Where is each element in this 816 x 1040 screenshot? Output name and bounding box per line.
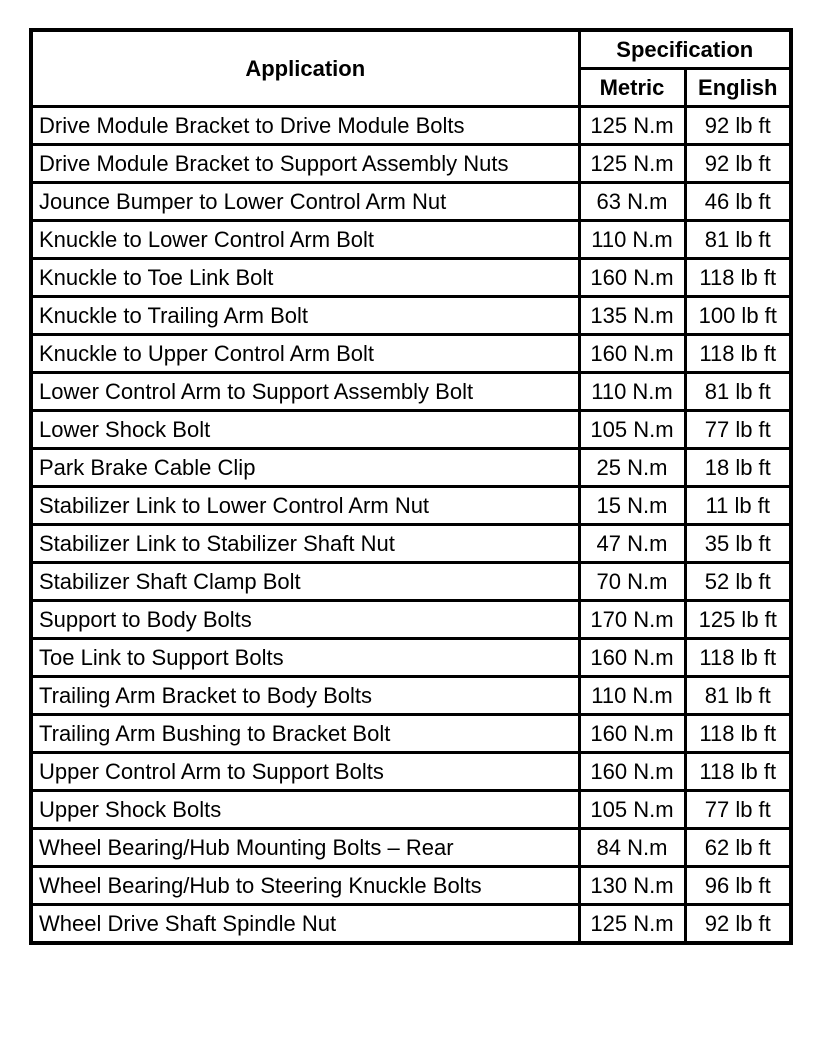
metric-cell: 63 N.m (579, 183, 685, 221)
metric-cell: 105 N.m (579, 411, 685, 449)
table-row (31, 601, 791, 639)
table-row (31, 259, 791, 297)
english-cell: 118 lb ft (685, 335, 791, 373)
application-cell: Park Brake Cable Clip (31, 449, 579, 487)
english-cell: 118 lb ft (685, 715, 791, 753)
metric-cell: 160 N.m (579, 753, 685, 791)
application-cell: Trailing Arm Bushing to Bracket Bolt (31, 715, 579, 753)
table-header (31, 30, 791, 107)
application-cell: Stabilizer Link to Stabilizer Shaft Nut (31, 525, 579, 563)
application-cell: Stabilizer Link to Lower Control Arm Nut (31, 487, 579, 525)
application-cell: Upper Shock Bolts (31, 791, 579, 829)
table-row (31, 753, 791, 791)
english-cell: 92 lb ft (685, 905, 791, 944)
application-cell: Knuckle to Toe Link Bolt (31, 259, 579, 297)
english-cell: 18 lb ft (685, 449, 791, 487)
table-row (31, 487, 791, 525)
application-cell: Knuckle to Trailing Arm Bolt (31, 297, 579, 335)
english-cell: 118 lb ft (685, 639, 791, 677)
metric-cell: 125 N.m (579, 905, 685, 944)
application-cell: Trailing Arm Bracket to Body Bolts (31, 677, 579, 715)
metric-cell: 110 N.m (579, 373, 685, 411)
metric-cell: 70 N.m (579, 563, 685, 601)
english-cell: 100 lb ft (685, 297, 791, 335)
english-cell: 92 lb ft (685, 145, 791, 183)
metric-cell: 110 N.m (579, 677, 685, 715)
english-cell: 118 lb ft (685, 259, 791, 297)
application-cell: Toe Link to Support Bolts (31, 639, 579, 677)
application-cell: Stabilizer Shaft Clamp Bolt (31, 563, 579, 601)
application-cell: Wheel Drive Shaft Spindle Nut (31, 905, 579, 944)
metric-cell: 160 N.m (579, 335, 685, 373)
metric-cell: 135 N.m (579, 297, 685, 335)
table-row (31, 411, 791, 449)
english-cell: 125 lb ft (685, 601, 791, 639)
table-row (31, 905, 791, 944)
application-cell: Knuckle to Lower Control Arm Bolt (31, 221, 579, 259)
metric-cell: 160 N.m (579, 715, 685, 753)
table-body (31, 107, 791, 944)
application-cell: Upper Control Arm to Support Bolts (31, 753, 579, 791)
english-cell: 96 lb ft (685, 867, 791, 905)
application-cell: Wheel Bearing/Hub Mounting Bolts – Rear (31, 829, 579, 867)
english-cell: 35 lb ft (685, 525, 791, 563)
metric-cell: 160 N.m (579, 639, 685, 677)
table-row (31, 715, 791, 753)
english-cell: 92 lb ft (685, 107, 791, 145)
english-cell: 77 lb ft (685, 791, 791, 829)
metric-header: Metric (579, 69, 685, 107)
application-cell: Drive Module Bracket to Drive Module Bolts (31, 107, 579, 145)
table-row (31, 449, 791, 487)
application-cell: Knuckle to Upper Control Arm Bolt (31, 335, 579, 373)
table-row (31, 221, 791, 259)
application-cell: Lower Control Arm to Support Assembly Bolt (31, 373, 579, 411)
table-row (31, 829, 791, 867)
table-row (31, 335, 791, 373)
english-cell: 62 lb ft (685, 829, 791, 867)
english-cell: 81 lb ft (685, 221, 791, 259)
english-cell: 77 lb ft (685, 411, 791, 449)
table-row (31, 563, 791, 601)
table-row (31, 107, 791, 145)
table-row (31, 297, 791, 335)
metric-cell: 105 N.m (579, 791, 685, 829)
table-row (31, 525, 791, 563)
torque-spec-table (29, 28, 793, 945)
metric-cell: 170 N.m (579, 601, 685, 639)
table-row (31, 183, 791, 221)
specification-header: Specification (579, 30, 791, 69)
english-header: English (685, 69, 791, 107)
table-row (31, 639, 791, 677)
application-cell: Lower Shock Bolt (31, 411, 579, 449)
table-row (31, 867, 791, 905)
metric-cell: 84 N.m (579, 829, 685, 867)
metric-cell: 47 N.m (579, 525, 685, 563)
english-cell: 52 lb ft (685, 563, 791, 601)
table-row (31, 373, 791, 411)
metric-cell: 130 N.m (579, 867, 685, 905)
metric-cell: 110 N.m (579, 221, 685, 259)
metric-cell: 125 N.m (579, 107, 685, 145)
english-cell: 81 lb ft (685, 373, 791, 411)
english-cell: 46 lb ft (685, 183, 791, 221)
application-cell: Support to Body Bolts (31, 601, 579, 639)
english-cell: 81 lb ft (685, 677, 791, 715)
table-row (31, 791, 791, 829)
metric-cell: 15 N.m (579, 487, 685, 525)
english-cell: 118 lb ft (685, 753, 791, 791)
english-cell: 11 lb ft (685, 487, 791, 525)
header-row-top (31, 30, 791, 69)
application-cell: Drive Module Bracket to Support Assembly Nuts (31, 145, 579, 183)
application-cell: Jounce Bumper to Lower Control Arm Nut (31, 183, 579, 221)
metric-cell: 125 N.m (579, 145, 685, 183)
application-cell: Wheel Bearing/Hub to Steering Knuckle Bolts (31, 867, 579, 905)
application-header: Application (31, 30, 579, 107)
table-row (31, 145, 791, 183)
table-row (31, 677, 791, 715)
metric-cell: 160 N.m (579, 259, 685, 297)
metric-cell: 25 N.m (579, 449, 685, 487)
